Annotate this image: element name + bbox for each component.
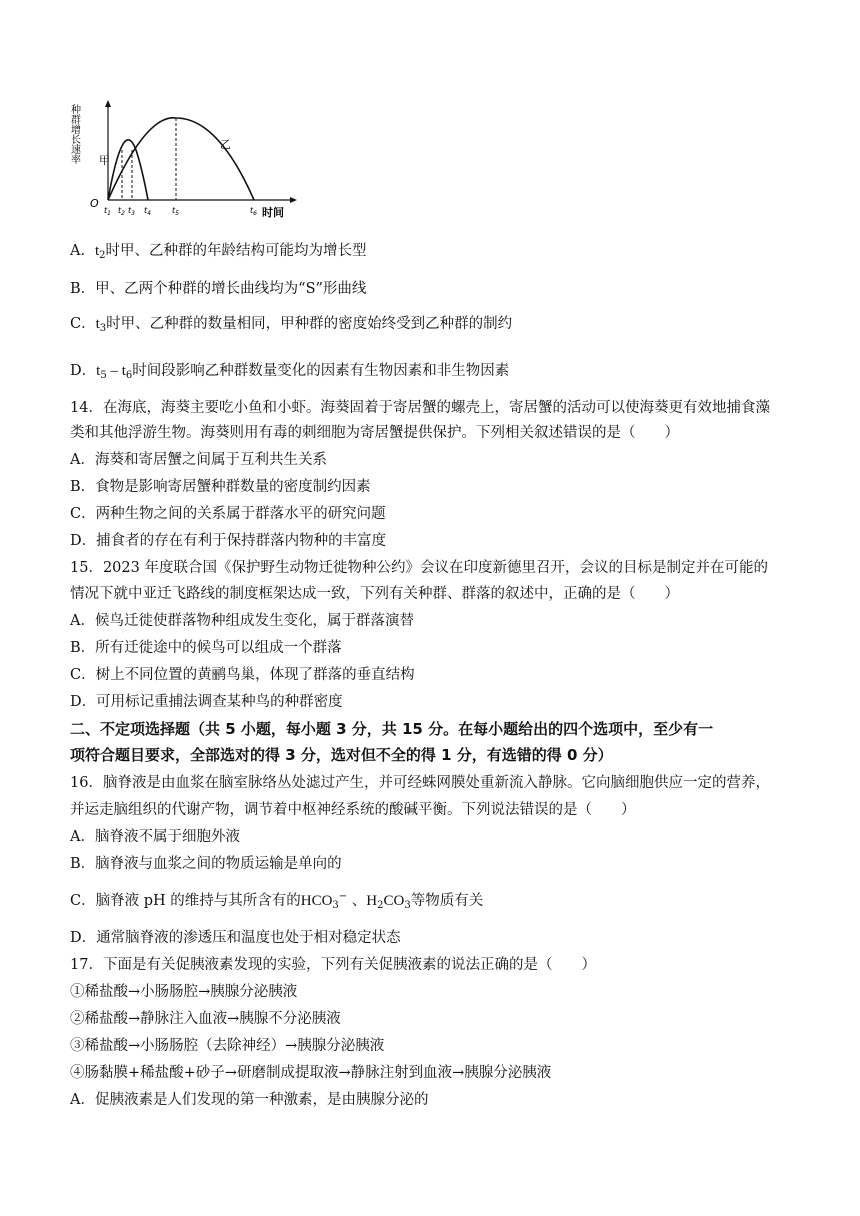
tick-t6: $t_6$ xyxy=(250,206,257,217)
q14-option-b: B．食物是影响寄居蟹种群数量的密度制约因素 xyxy=(70,479,371,495)
tick-t5: $t_5$ xyxy=(172,206,179,217)
q13-c-prefix: C． xyxy=(70,316,96,332)
q14-option-c: C．两种生物之间的关系属于群落水平的研究问题 xyxy=(70,506,386,522)
y-axis-arrow xyxy=(105,100,111,107)
tick-t3: $t_3$ xyxy=(128,206,135,217)
q17-experiment-4: ④肠黏膜+稀盐酸+砂子→研磨制成提取液→静脉注射到血液→胰腺分泌胰液 xyxy=(70,1065,552,1081)
q14-option-a: A．海葵和寄居蟹之间属于互利共生关系 xyxy=(70,452,327,468)
q16-c-sep: 、 xyxy=(347,893,367,909)
q16-stem-line2: 并运走脑组织的代谢产物，调节着中枢神经系统的酸碱平衡。下列说法错误的是（ ） xyxy=(70,802,636,818)
q15-stem-line1: 15．2023 年度联合国《保护野生动物迁徙物种公约》会议在印度新德里召开，会议的目标是制定并在可能的 xyxy=(70,560,768,576)
tick-t1: $t_1$ xyxy=(104,206,111,217)
q15-option-d: D．可用标记重捕法调查某种鸟的种群密度 xyxy=(70,694,343,710)
q14-stem-line1: 14．在海底，海葵主要吃小鱼和小虾。海葵固着于寄居蟹的螺壳上，寄居蟹的活动可以使海葵更有效地捕食藻 xyxy=(70,400,770,416)
q16-c-hco-sub: 3 xyxy=(332,900,339,911)
q17-experiment-2: ②稀盐酸→静脉注入血液→胰腺不分泌胰液 xyxy=(70,1011,341,1027)
q15-stem-line2: 情况下就中亚迁飞路线的制度框架达成一致，下列有关种群、群落的叙述中，正确的是（ ） xyxy=(70,586,679,602)
q16-option-c xyxy=(70,891,483,911)
q13-option-d xyxy=(70,361,509,381)
q14-option-d: D．捕食者的存在有利于保持群落内物种的丰富度 xyxy=(70,533,387,549)
q13-option-c xyxy=(70,314,512,334)
q13-d-dash: – xyxy=(106,363,122,379)
q13-a-t: t xyxy=(94,243,100,259)
q13-option-a xyxy=(70,241,367,261)
q16-c-hco: HCO xyxy=(300,893,333,909)
q13-a-text: 时甲、乙种群的年龄结构可能均为增长型 xyxy=(105,243,367,259)
tick-t2: $t_2$ xyxy=(118,206,125,217)
q16-c-co-sub: 3 xyxy=(404,900,411,911)
q13-d-prefix: D． xyxy=(70,363,97,379)
q13-d-sub2: 6 xyxy=(125,370,133,381)
q15-option-b: B．所有迁徙途中的候鸟可以组成一个群落 xyxy=(70,640,342,656)
q16-stem-line1: 16．脑脊液是由血浆在脑室脉络丛处滤过产生，并可经蛛网膜处重新流入静脉。它向脑细胞供应一定的营养， xyxy=(70,775,770,791)
series-jia-label: 甲 xyxy=(99,154,110,167)
q16-option-d: D．通常脑脊液的渗透压和温度也处于相对稳定状态 xyxy=(70,930,401,946)
section2-heading-line2: 项符合题目要求，全部选对的得 3 分，选对但不全的得 1 分，有选错的得 0 分） xyxy=(70,746,613,764)
tick-t4: $t_4$ xyxy=(144,206,151,217)
growth-rate-chart xyxy=(68,100,308,225)
x-axis-arrow xyxy=(290,197,297,203)
y-axis-label: 种群增长速率 xyxy=(68,104,80,164)
q13-d-text: 时间段影响乙种群数量变化的因素有生物因素和非生物因素 xyxy=(132,363,510,379)
x-axis-label: 时间 xyxy=(262,206,284,219)
q13-c-text: 时甲、乙种群的数量相同，甲种群的密度始终受到乙种群的制约 xyxy=(106,316,513,332)
q13-c-t: t xyxy=(95,316,100,332)
q16-option-b: B．脑脊液与血浆之间的物质运输是单向的 xyxy=(70,856,342,872)
series-yi-curve xyxy=(108,118,254,200)
q17-stem: 17．下面是有关促胰液素发现的实验，下列有关促胰液素的说法正确的是（ ） xyxy=(70,957,596,973)
q17-option-a: A．促胰液素是人们发现的第一种激素，是由胰腺分泌的 xyxy=(70,1092,429,1108)
q13-d-t2: t xyxy=(121,363,126,379)
q13-a-sub: 2 xyxy=(99,250,106,261)
q16-c-h: H xyxy=(366,893,378,909)
origin-label: O xyxy=(90,197,99,210)
q13-d-sub1: 5 xyxy=(100,370,107,381)
q16-c-co: CO xyxy=(383,893,405,909)
section2-heading-line1: 二、不定项选择题（共 5 小题，每小题 3 分，共 15 分。在每小题给出的四个选项中，至少有一 xyxy=(70,720,714,738)
q16-c-text: 等物质有关 xyxy=(410,893,484,909)
q14-stem-line2: 类和其他浮游生物。海葵则用有毒的刺细胞为寄居蟹提供保护。下列相关叙述错误的是（ ） xyxy=(70,425,679,441)
q17-experiment-1: ①稀盐酸→小肠肠腔→胰腺分泌胰液 xyxy=(70,984,298,1000)
q16-c-prefix: C．脑脊液 pH 的维持与其所含有的 xyxy=(70,893,301,909)
q16-c-hco-sup: − xyxy=(338,891,348,902)
series-yi-label: 乙 xyxy=(220,138,231,151)
q13-c-sub: 3 xyxy=(99,323,107,334)
q13-d-t1: t xyxy=(96,363,101,379)
q15-option-c: C．树上不同位置的黄鹂鸟巢，体现了群落的垂直结构 xyxy=(70,667,415,683)
q17-experiment-3: ③稀盐酸→小肠肠腔（去除神经）→胰腺分泌胰液 xyxy=(70,1038,385,1054)
series-jia-curve xyxy=(108,140,148,200)
q16-option-a: A．脑脊液不属于细胞外液 xyxy=(70,829,240,845)
q13-option-b: B．甲、乙两个种群的增长曲线均为“S”形曲线 xyxy=(70,281,367,297)
q15-option-a: A．候鸟迁徙使群落物种组成发生变化，属于群落演替 xyxy=(70,613,414,629)
q13-a-prefix: A． xyxy=(70,243,95,259)
q16-c-h-sub: 2 xyxy=(377,900,384,911)
